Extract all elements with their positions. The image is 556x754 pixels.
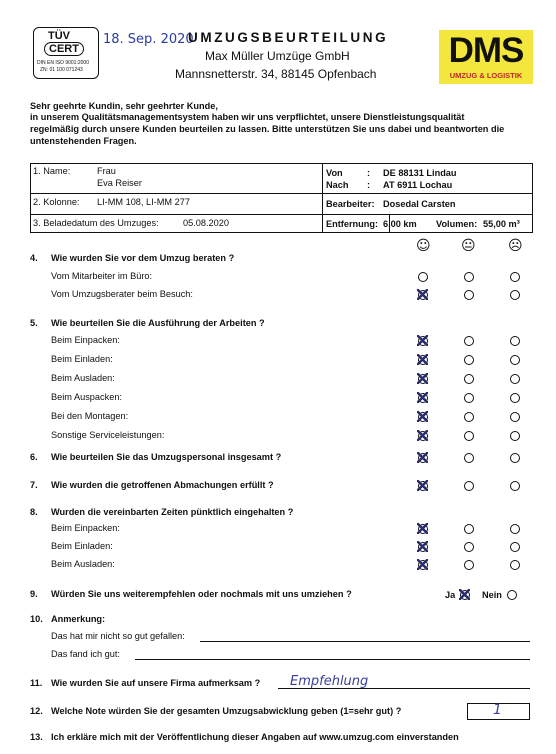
volumen-value: 55,00 m³ (483, 219, 520, 229)
q10-number: 10. (30, 614, 43, 624)
q4-row-0-option-2-radio[interactable] (510, 272, 520, 282)
q8-row-0-option-1-radio[interactable] (464, 524, 474, 534)
dms-logo-text: DMS (448, 31, 524, 70)
entfernung-value: 6,00 km (383, 219, 417, 229)
q13-number: 13. (30, 732, 43, 742)
q5-row-1-option-0-radio[interactable] (418, 355, 428, 365)
q6-option-2-radio[interactable] (510, 453, 520, 463)
q13-text: Ich erkläre mich mit der Veröffentlichung dieser Angaben auf www.umzug.com einverstanden (51, 732, 459, 742)
kolonne-label: 2. Kolonne: (33, 197, 80, 207)
q6-text: Wie beurteilen Sie das Umzugspersonal insgesamt ? (51, 452, 282, 462)
q11-answer: Empfehlung (290, 674, 369, 689)
intro-line2: regelmäßig durch unsere Kunden beurteilen zu lassen. Bitte unterstützen Sie uns dabei und beantworten die (30, 124, 505, 134)
name-label: 1. Name: (33, 166, 71, 176)
nach-value: AT 6911 Lochau (383, 180, 453, 190)
q5-row-2-option-1-radio[interactable] (464, 374, 474, 384)
smiley-neutral-icon: 😐 (461, 238, 476, 254)
q9-nein-radio[interactable] (507, 590, 517, 600)
q5-row-label: Sonstige Serviceleistungen: (51, 430, 165, 440)
q5-row-4-option-2-radio[interactable] (510, 412, 520, 422)
q7-option-2-radio[interactable] (510, 481, 520, 491)
q5-text: Wie beurteilen Sie die Ausführung der Arbeiten ? (51, 318, 265, 328)
info-row-line1 (30, 193, 533, 194)
q11-text: Wie wurden Sie auf unsere Firma aufmerksam ? (51, 678, 261, 688)
beladedatum-value: 05.08.2020 (183, 218, 229, 228)
q5-row-label: Beim Auspacken: (51, 392, 122, 402)
dms-logo-subtitle: UMZUG & LOGISTIK (449, 71, 523, 80)
q5-row-0-option-2-radio[interactable] (510, 336, 520, 346)
q5-row-3-option-1-radio[interactable] (464, 393, 474, 403)
q8-row-1-option-1-radio[interactable] (464, 542, 474, 552)
q8-row-2-option-2-radio[interactable] (510, 560, 520, 570)
q6-option-0-radio[interactable] (418, 453, 428, 463)
smiley-sad-icon: ☹ (508, 238, 523, 254)
q6-option-1-radio[interactable] (464, 453, 474, 463)
q12-answer: 1 (493, 702, 502, 718)
q5-row-0-option-0-radio[interactable] (418, 336, 428, 346)
von-label: Von (326, 168, 343, 178)
q4-row-0-option-1-radio[interactable] (464, 272, 474, 282)
q5-row-label: Bei den Montagen: (51, 411, 129, 421)
name-salutation: Frau (97, 166, 116, 176)
date-stamp: 18. Sep. 2020 (103, 32, 194, 47)
q8-row-0-option-0-radio[interactable] (418, 524, 428, 534)
q8-text: Wurden die vereinbarten Zeiten pünktlich eingehalten ? (51, 507, 294, 517)
beladedatum-label: 3. Beladedatum des Umzuges: (33, 218, 159, 228)
q8-number: 8. (30, 507, 38, 517)
q5-row-4-option-1-radio[interactable] (464, 412, 474, 422)
q4-row-1-option-2-radio[interactable] (510, 290, 520, 300)
intro-line1: in unserem Qualitätsmanagementsystem haben wir uns verpflichtet, unsere Dienstleistungsqualität (30, 112, 465, 122)
tuev-cert-logo (33, 27, 99, 79)
q8-row-0-option-2-radio[interactable] (510, 524, 520, 534)
logo-tuev: TÜV (48, 30, 70, 42)
q9-ja-label: Ja (445, 590, 456, 600)
q5-row-1-option-2-radio[interactable] (510, 355, 520, 365)
logo-cert: CERT (44, 42, 84, 56)
q5-row-3-option-2-radio[interactable] (510, 393, 520, 403)
name-value: Eva Reiser (97, 178, 142, 188)
q8-row-2-option-0-radio[interactable] (418, 560, 428, 570)
company-address: Mannsnetterstr. 34, 88145 Opfenbach (175, 67, 377, 81)
q10-line1-label: Das hat mir nicht so gut gefallen: (51, 631, 185, 641)
q4-row-0-option-0-radio[interactable] (418, 272, 428, 282)
q4-text: Wie wurden Sie vor dem Umzug beraten ? (51, 253, 235, 263)
q8-row-label: Beim Einpacken: (51, 523, 120, 533)
q8-row-label: Beim Einladen: (51, 541, 113, 551)
q4-row-label: Vom Mitarbeiter im Büro: (51, 271, 153, 281)
q5-row-1-option-1-radio[interactable] (464, 355, 474, 365)
smiley-happy-icon: ☺ (416, 238, 431, 254)
bearbeiter-label: Bearbeiter: (326, 199, 375, 209)
q12-number: 12. (30, 706, 43, 716)
q4-row-label: Vom Umzugsberater beim Besuch: (51, 289, 193, 299)
q8-row-label: Beim Ausladen: (51, 559, 115, 569)
volumen-label: Volumen: (436, 219, 478, 229)
q4-row-1-option-0-radio[interactable] (418, 290, 428, 300)
q10-line1-field[interactable] (200, 641, 530, 642)
kolonne-value: LI-MM 108, LI-MM 277 (97, 197, 190, 207)
q5-row-label: Beim Einpacken: (51, 335, 120, 345)
form-title: UMZUGSBEURTEILUNG (188, 30, 389, 45)
info-divider (322, 163, 323, 233)
nach-colon: : (367, 180, 371, 190)
von-value: DE 88131 Lindau (383, 168, 457, 178)
q9-number: 9. (30, 589, 38, 599)
company-name: Max Müller Umzüge GmbH (205, 49, 350, 63)
q9-text: Würden Sie uns weiterempfehlen oder nochmals mit uns umziehen ? (51, 589, 352, 599)
intro-greeting: Sehr geehrte Kundin, sehr geehrter Kunde, (30, 101, 218, 111)
q7-option-1-radio[interactable] (464, 481, 474, 491)
q4-number: 4. (30, 253, 38, 263)
q12-text: Welche Note würden Sie der gesamten Umzugsabwicklung geben (1=sehr gut) ? (51, 706, 402, 716)
q9-nein-label: Nein (482, 590, 502, 600)
q5-row-5-option-0-radio[interactable] (418, 431, 428, 441)
info-row-line2 (30, 214, 533, 215)
entfernung-label: Entfernung: (326, 219, 379, 229)
q10-line2-field[interactable] (135, 659, 530, 660)
q5-row-2-option-2-radio[interactable] (510, 374, 520, 384)
q5-row-2-option-0-radio[interactable] (418, 374, 428, 384)
q8-row-2-option-1-radio[interactable] (464, 560, 474, 570)
bearbeiter-value: Dosedal Carsten (383, 199, 456, 209)
q7-text: Wie wurden die getroffenen Abmachungen erfüllt ? (51, 480, 274, 490)
logo-iso: DIN EN ISO 9001:2000 (37, 60, 89, 66)
q11-number: 11. (30, 678, 43, 688)
intro-line3: untenstehenden Fragen. (30, 136, 137, 146)
q6-number: 6. (30, 452, 38, 462)
q5-row-4-option-0-radio[interactable] (418, 412, 428, 422)
q5-row-0-option-1-radio[interactable] (464, 336, 474, 346)
von-colon: : (367, 168, 371, 178)
q8-row-1-option-2-radio[interactable] (510, 542, 520, 552)
dms-logo (439, 30, 533, 84)
q5-row-3-option-0-radio[interactable] (418, 393, 428, 403)
q5-number: 5. (30, 318, 38, 328)
logo-zn: ZN: 01 100 071243 (40, 67, 83, 73)
q10-line2-label: Das fand ich gut: (51, 649, 120, 659)
q7-option-0-radio[interactable] (418, 481, 428, 491)
q8-row-1-option-0-radio[interactable] (418, 542, 428, 552)
q5-row-5-option-2-radio[interactable] (510, 431, 520, 441)
q10-text: Anmerkung: (51, 614, 106, 624)
q5-row-5-option-1-radio[interactable] (464, 431, 474, 441)
q5-row-label: Beim Einladen: (51, 354, 113, 364)
q7-number: 7. (30, 480, 38, 490)
q4-row-1-option-1-radio[interactable] (464, 290, 474, 300)
nach-label: Nach (326, 180, 349, 190)
q9-ja-radio[interactable] (460, 590, 470, 600)
q5-row-label: Beim Ausladen: (51, 373, 115, 383)
